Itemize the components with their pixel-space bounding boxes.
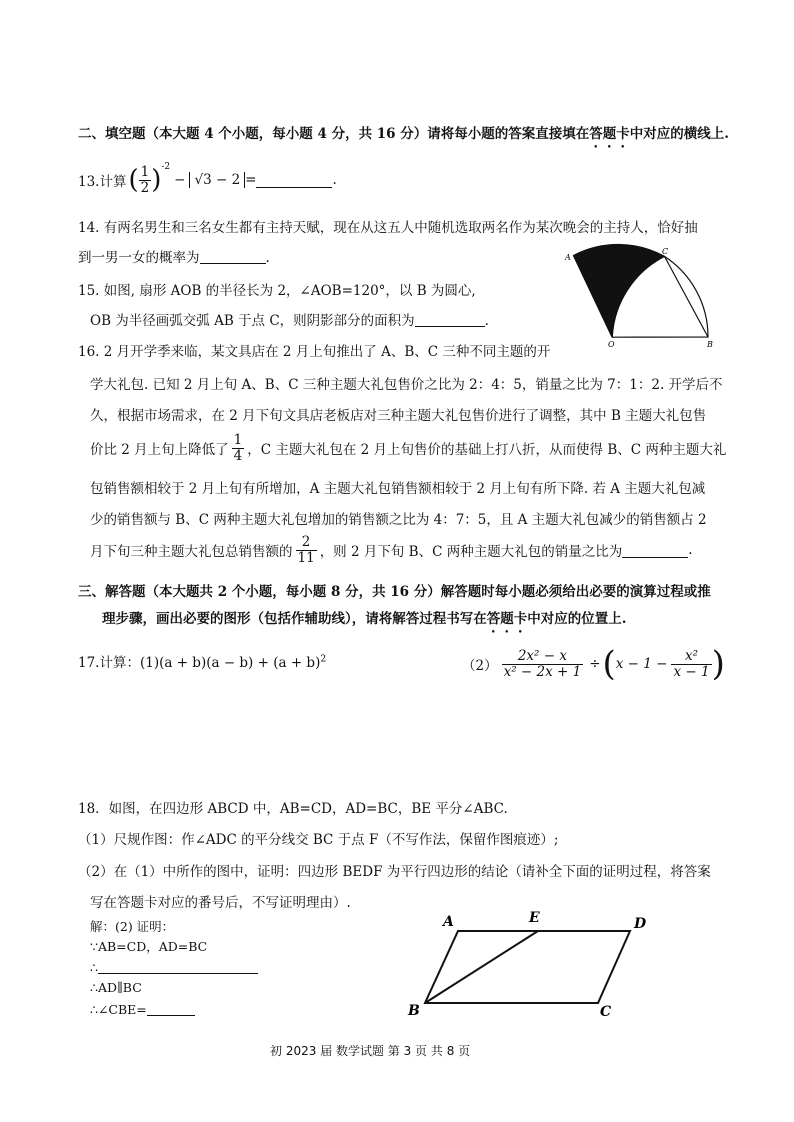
section-3-line-2a: 理步骤，画出必要的图形（包括作辅助线），请将解答过程书写在 [102,611,487,627]
q18-blank-1 [98,959,258,974]
q18-solution-3-text: ∴ [90,960,98,975]
q15-line-2: OB 为半径画弧交弧 AB 于点 C，则阴影部分的面积为 [90,313,415,329]
label-b: B [707,340,713,349]
q13-left-paren: ( [128,165,139,195]
q16-frac1-den: 4 [233,447,243,464]
q17-inner-den: x − 1 [673,663,710,680]
q17-inner-fraction [671,649,711,680]
q18-solution-2: ∵AB=CD，AD=BC [90,939,208,954]
q18-line-2: （1）尺规作图：作∠ADC 的平分线交 BC 于点 F（不写作法，保留作图痕迹）; [78,832,559,848]
q16-line-5: 包销售额相较于 2 月上旬有所增加，A 主题大礼包销售额相较于 2 月上旬有所下降. 若 A 主题大礼包减 [90,481,706,497]
section-2-title-dot: 答题卡 [589,126,630,142]
label-a: A [443,914,454,930]
q18-solution-5-text: ∴∠CBE= [90,1002,147,1017]
question-17-part-2 [462,640,725,688]
parallelogram-abcd [425,931,630,1003]
q16-frac2-num: 2 [296,535,317,551]
q18-solution-1: 解：(2) 证明： [90,919,175,934]
q13-frac-num: 1 [140,163,150,180]
section-3-line-2-dot: 答题卡 [486,611,528,627]
q17-main-num: 2x² − x [502,649,584,665]
q16-line-6: 少的销售额与 B、C 两种主题大礼包增加的销售额之比为 4：7：5，且 A 主题大礼包减少的销售额占 2 [90,512,707,528]
label-c: C [600,1004,612,1020]
q17-paren-a: x − 1 − [615,656,668,672]
q16-line-1: 16. 2 月开学季来临，某文具店在 2 月上旬推出了 A、B、C 三种不同主题的开 [78,344,551,360]
q16-fraction-2 [296,535,317,566]
q18-blank-2 [147,1001,195,1016]
q17-main-fraction [502,649,584,680]
section-3-line-2b: 中对应的位置上. [527,611,627,627]
q14-line-2: 到一男一女的概率为 [78,250,200,266]
label-c: C [662,247,669,256]
section-3-line-1: 三、解答题（本大题共 2 个小题，每小题 8 分，共 16 分）解答题时每小题必须给出必要的演算过程或推 [78,584,711,600]
label-a: A [565,253,571,262]
q16-frac1-num: 1 [233,431,243,448]
q17-divide-sign: ÷ [589,656,601,672]
q14-answer-blank [200,249,266,264]
q16-line-7a: 月下旬三种主题大礼包总销售额的 [90,544,293,560]
q13-minus: − [174,172,186,188]
q16-frac2-den: 11 [297,549,315,566]
q18-solution-5 [90,1001,195,1017]
q17-part-1-exp: 2 [320,654,327,665]
q15-line-1: 15. 如图, 扇形 AOB 的半径长为 2，∠AOB=120°，以 B 为圆心, [78,283,476,299]
question-17-part-1 [78,651,326,671]
q18-line-1: 18．如图，在四边形 ABCD 中，AB=CD，AD=BC，BE 平分∠ABC. [78,801,508,817]
q16-line-4a: 价比 2 月上旬上降低了 [90,442,229,458]
question-16-line-7: 月下旬三种主题大礼包总销售额的 $\frac{2}{11}$ ，则 2 月下旬 B、C 两种主题大礼包的销量之比为 . [90,533,693,566]
section-2-title-b: 中对应的横线上. [629,126,729,142]
q18-parallelogram-figure [400,905,660,1025]
q13-equals: = [245,172,257,188]
q14-line-1: 14. 有两名男生和三名女生都有主持天赋，现在从这五人中随机选取两名作为某次晚会的主持人，恰好抽 [78,220,698,236]
section-3-line-2 [102,607,626,636]
label-d: D [634,916,647,932]
question-15-line-2: OB 为半径画弧交弧 AB 于点 C，则阴影部分的面积为 . [90,313,489,329]
label-b: B [408,1003,420,1019]
label-o: O [608,340,615,349]
q13-answer-blank [256,173,332,188]
question-13: 13.计算 ( $\frac{1}{2}$ ) $^{-2}$ − √3 − 2 = . [78,162,337,196]
q16-line-7b: ，则 2 月下旬 B、C 两种主题大礼包的销量之比为 [319,544,623,560]
q13-right-paren: ) [151,165,162,195]
q16-line-2: 学大礼包. 已知 2 月上旬 A、B、C 三种主题大礼包售价之比为 2：4：5，销量之比为 7：1：2. 开学后不 [90,377,723,393]
q17-right-paren: ) [711,644,725,684]
q18-line-3: （2）在（1）中所作的图中，证明：四边形 BEDF 为平行四边形的结论（请补全下面的证明过程，将答案 [78,864,711,880]
q16-line-3: 久，根据市场需求，在 2 月下旬文具店老板店对三种主题大礼包售价进行了调整，其中 B 主题大礼包售 [90,408,707,424]
q13-fraction [139,165,152,196]
section-2-title-a: 二、填空题（本大题 4 个小题，每小题 4 分，共 16 分）请将每小题的答案直接填在 [78,126,590,142]
question-16-line-4 [90,428,726,468]
q16-fraction-1 [232,433,245,464]
q16-line-4b: ，C 主题大礼包在 2 月上旬售价的基础上打八折，从而使得 B、C 两种主题大礼 [247,442,727,458]
q15-sector-figure [560,240,730,350]
q17-inner-num: x² [671,649,711,665]
q13-exponent: -2 [161,162,171,172]
q15-answer-blank [415,312,485,327]
label-e: E [529,910,540,926]
q18-line-4: 写在答题卡对应的番号后，不写证明理由）. [90,895,351,911]
q18-solution-4: ∴AD∥BC [90,980,142,995]
q13-frac-den: 2 [140,179,150,196]
section-2-heading [78,122,729,151]
q13-abs-expr: √3 − 2 [189,172,245,188]
q17-main-den: x² − 2x + 1 [503,663,582,680]
q16-answer-blank [622,543,688,558]
q18-solution-3 [90,959,258,975]
q17-part-1: 17.计算：(1)(a + b)(a − b) + (a + b) [78,655,321,671]
q17-part-2-label: （2） [462,658,498,674]
q17-left-paren: ( [602,644,616,684]
question-14-line-2: 到一男一女的概率为 . [78,250,270,266]
page-footer: 初 2023 届 数学试题 第 3 页 共 8 页 [270,1044,471,1058]
q13-prefix: 13.计算 [78,174,127,190]
